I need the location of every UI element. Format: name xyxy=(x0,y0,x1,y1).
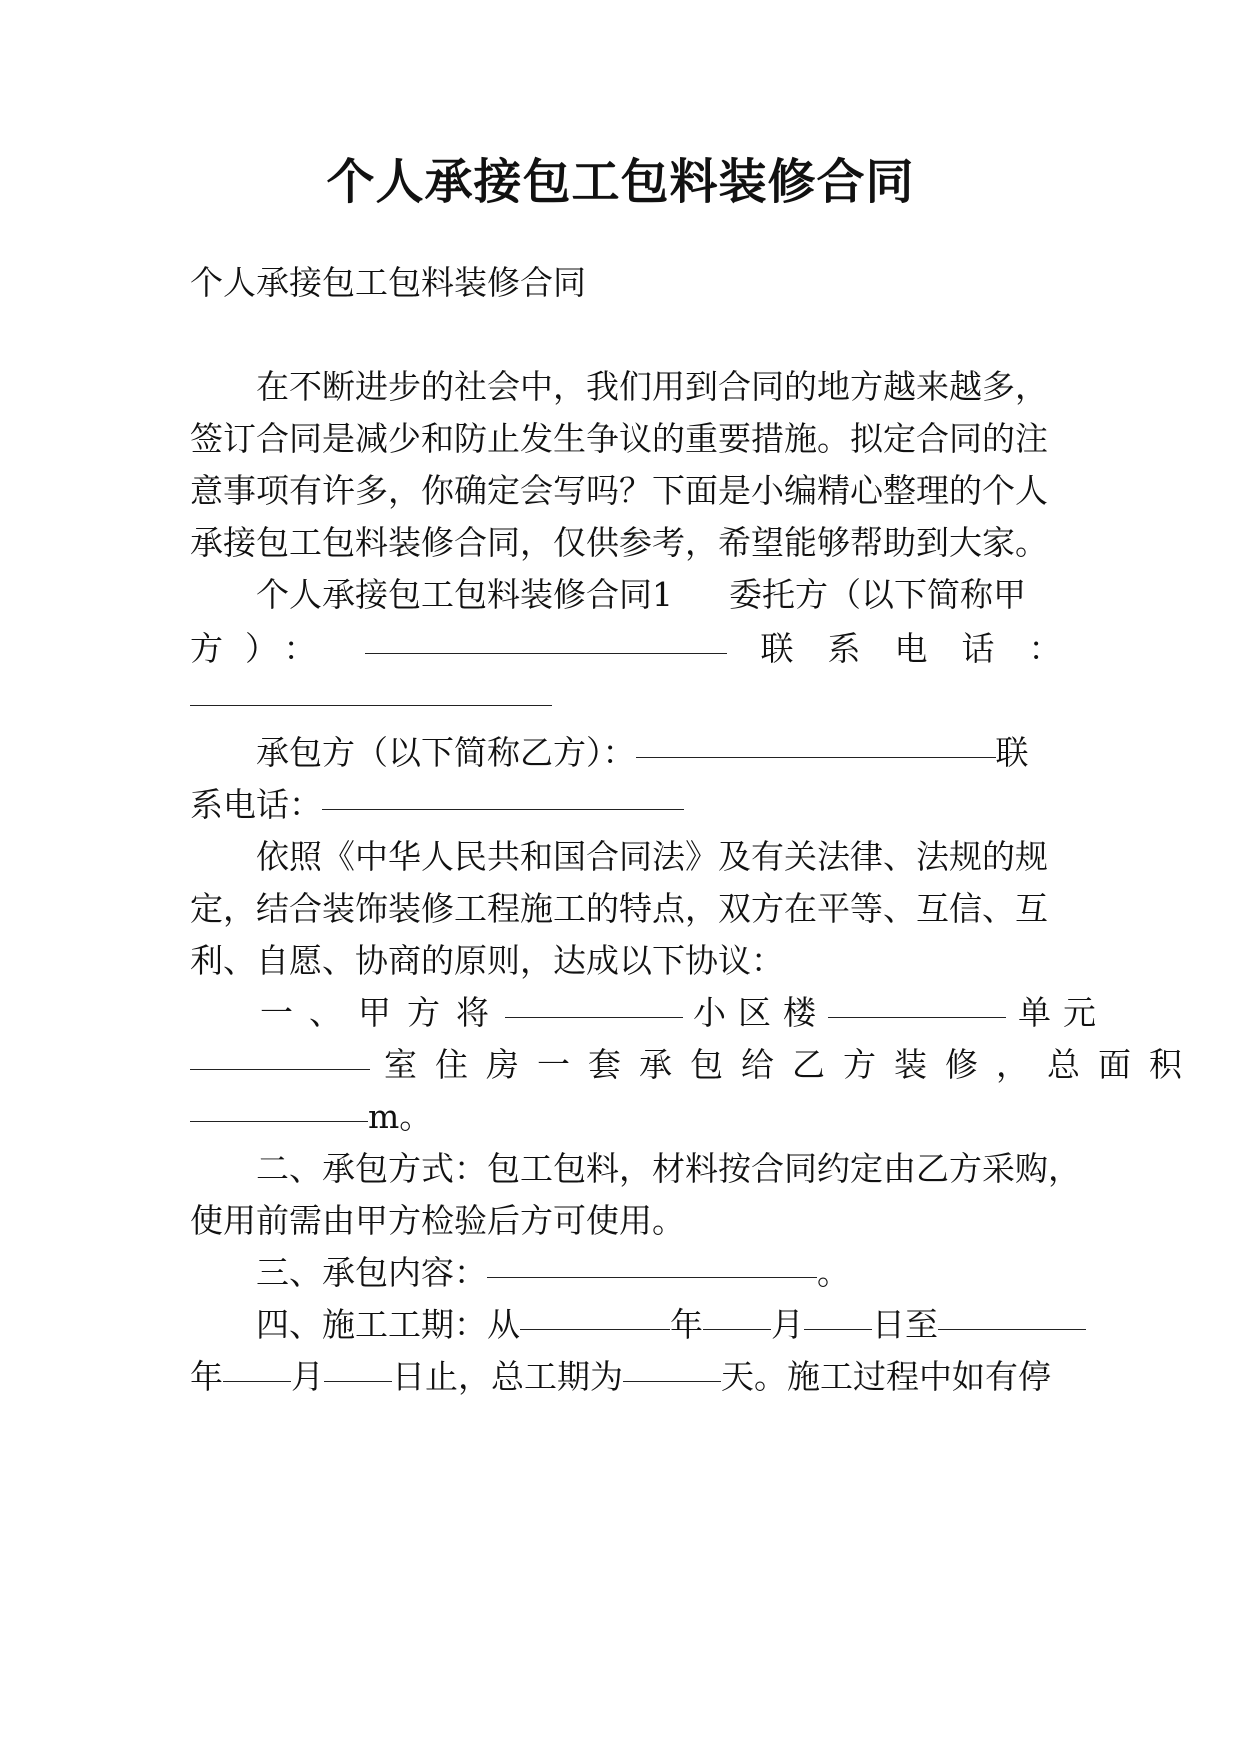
room-blank[interactable] xyxy=(190,1068,370,1070)
party-a-label-end: 方）： xyxy=(190,629,339,668)
intro-line-2: 签订合同是减少和防止发生争议的重要措施。拟定合同的注 xyxy=(190,419,1048,458)
party-a-line-1 xyxy=(190,566,1048,624)
end-month-label: 月 xyxy=(291,1357,324,1396)
article-3-end: 。 xyxy=(817,1253,850,1292)
basis-line-3: 利、自愿、协商的原则，达成以下协议： xyxy=(190,941,784,980)
document-subtitle: 个人承接包工包料装修合同 xyxy=(190,263,586,302)
intro-line-1: 在不断进步的社会中，我们用到合同的地方越来越多， xyxy=(256,367,1048,406)
basis-line-1: 依照《中华人民共和国合同法》及有关法律、法规的规 xyxy=(256,837,1048,876)
document-title: 个人承接包工包料装修合同 xyxy=(326,154,915,210)
article-1-line-1 xyxy=(190,984,1108,1042)
contract-heading: 个人承接包工包料装修合同1 xyxy=(256,575,673,614)
article-1-line-3 xyxy=(190,1088,1048,1146)
party-b-label: 承包方（以下简称乙方）： xyxy=(256,733,636,772)
article-1-text-b: 小区楼 xyxy=(693,993,828,1032)
article-3-line xyxy=(190,1244,1048,1302)
article-2-line-2: 使用前需由甲方检验后方可使用。 xyxy=(190,1201,685,1240)
days-tail-text: 天。施工过程中如有停 xyxy=(721,1357,1051,1396)
article-4-line-2 xyxy=(190,1348,1051,1406)
end-day-blank[interactable] xyxy=(324,1380,392,1382)
party-a-phone-blank[interactable] xyxy=(190,704,552,706)
party-b-line-1 xyxy=(190,724,1048,782)
article-1-text-c: 单元 xyxy=(1018,993,1108,1032)
year-label: 年 xyxy=(670,1305,703,1344)
intro-line-3: 意事项有许多，你确定会写吗？下面是小编精心整理的个人 xyxy=(190,471,1048,510)
basis-line-2: 定，结合装饰装修工程施工的特点，双方在平等、互信、互 xyxy=(190,889,1048,928)
party-b-phone-label-a: 联 xyxy=(995,733,1029,772)
article-1-text-d: 室住房一套承包给乙方装修，总面积 xyxy=(384,1045,1200,1084)
start-year-blank[interactable] xyxy=(520,1328,670,1330)
party-b-phone-label-b: 系电话： xyxy=(190,785,322,824)
area-blank[interactable] xyxy=(190,1120,368,1122)
building-blank[interactable] xyxy=(828,1016,1006,1018)
article-3-label: 三、承包内容： xyxy=(256,1253,487,1292)
day-end-label: 日止，总工期为 xyxy=(392,1357,623,1396)
party-b-line-2 xyxy=(190,776,1048,834)
party-a-phone-line xyxy=(190,672,1048,730)
month-label: 月 xyxy=(771,1305,804,1344)
intro-line-4: 承接包工包料装修合同，仅供参考，希望能够帮助到大家。 xyxy=(190,523,1048,562)
article-2-line-1: 二、承包方式：包工包料，材料按合同约定由乙方采购， xyxy=(256,1149,1081,1188)
article-1-line-2 xyxy=(190,1036,1200,1094)
end-year-blank[interactable] xyxy=(938,1328,1086,1330)
party-a-line-2 xyxy=(190,620,1096,678)
article-4-line-1 xyxy=(190,1296,1048,1354)
end-year-label: 年 xyxy=(190,1357,223,1396)
start-day-blank[interactable] xyxy=(804,1328,872,1330)
area-unit: m。 xyxy=(368,1097,433,1136)
start-month-blank[interactable] xyxy=(703,1328,771,1330)
day-to-label: 日至 xyxy=(872,1305,938,1344)
total-days-blank[interactable] xyxy=(623,1380,721,1382)
article-1-text-a: 一、甲方将 xyxy=(260,993,505,1032)
party-b-name-blank[interactable] xyxy=(636,756,996,758)
community-blank[interactable] xyxy=(505,1016,683,1018)
party-b-phone-blank[interactable] xyxy=(322,808,684,810)
article-4-label: 四、施工工期：从 xyxy=(256,1305,520,1344)
party-a-name-blank[interactable] xyxy=(365,652,727,654)
end-month-blank[interactable] xyxy=(223,1380,291,1382)
contract-content-blank[interactable] xyxy=(487,1276,817,1278)
party-a-phone-label: 联系电话： xyxy=(760,629,1096,668)
party-a-label: 委托方（以下简称甲 xyxy=(729,575,1026,614)
